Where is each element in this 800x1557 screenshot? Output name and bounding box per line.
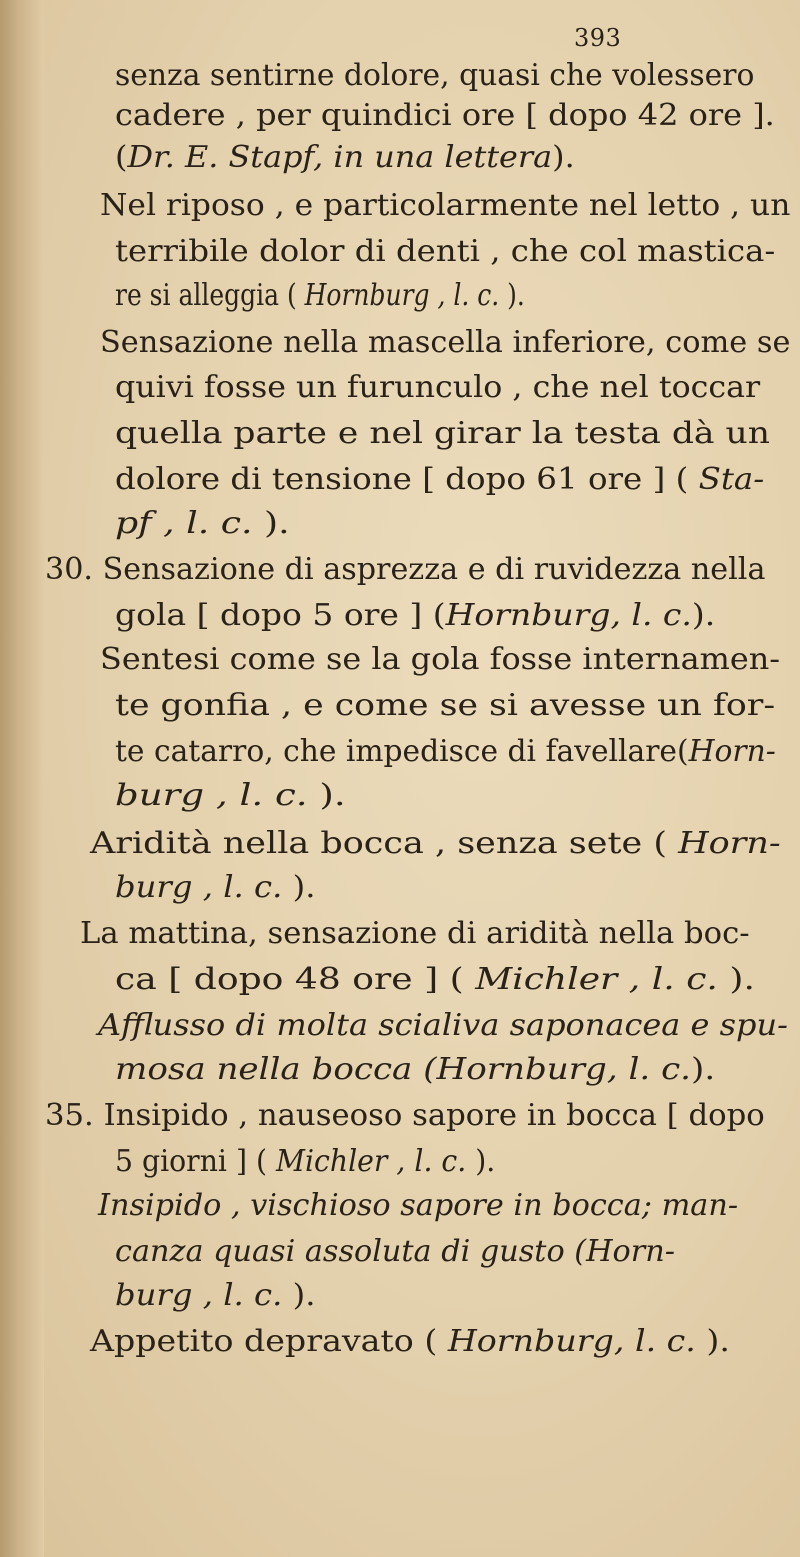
text-line: [115, 232, 775, 272]
text-run: Sensazione nella mascella inferiore, come se: [100, 325, 791, 360]
text-run: Hornburg , l. c.: [304, 278, 500, 313]
text-line: [115, 138, 575, 178]
text-run: ).: [691, 1052, 716, 1087]
text-run: ).: [691, 598, 716, 633]
text-run: Horn-: [586, 1234, 675, 1269]
text-line: [98, 1186, 738, 1226]
text-run: Horn-: [688, 734, 776, 769]
text-run: ).: [252, 506, 290, 541]
text-run: Sentesi come se la gola fosse internamen-: [100, 642, 781, 677]
text-line: [100, 186, 790, 226]
text-run: canza quasi assoluta di gusto (: [115, 1234, 587, 1269]
text-line: [115, 686, 775, 726]
text-line: [80, 914, 750, 954]
text-run: ).: [307, 778, 346, 813]
text-run: ).: [282, 1278, 316, 1313]
text-line: [115, 460, 764, 500]
text-run: 35. Insipido , nauseoso sapore in bocca [ dopo: [45, 1098, 765, 1133]
text-run: ).: [717, 962, 755, 997]
text-run: ca [ dopo 48 ore ] (: [115, 962, 476, 997]
text-line: [115, 504, 290, 544]
text-line: [90, 824, 781, 864]
text-run: Appetito depravato (: [90, 1324, 448, 1359]
text-line: [115, 1232, 675, 1272]
text-run: Afflusso di molta scialiva saponacea e spu-: [98, 1008, 788, 1043]
text-run: Aridità nella bocca , senza sete (: [90, 826, 679, 861]
text-run: re si alleggia (: [115, 278, 305, 313]
text-run: te catarro, che impedisce di favellare(: [115, 734, 689, 769]
text-run: La mattina, sensazione di aridità nella boc-: [80, 916, 750, 951]
text-line: [98, 1006, 788, 1046]
text-line: [115, 596, 715, 636]
text-run: burg , l. c.: [115, 870, 283, 905]
text-run: ).: [695, 1324, 730, 1359]
text-line: [90, 1322, 730, 1362]
text-run: Dr. E. Stapf, in una lettera: [127, 140, 553, 175]
text-line: [115, 732, 776, 772]
page-spine-shadow: [0, 0, 44, 1557]
text-run: 30. Sensazione di asprezza e di ruvidezza nella: [45, 552, 766, 587]
text-run: burg , l. c.: [115, 778, 308, 813]
text-line: [115, 960, 755, 1000]
text-run: Michler , l. c.: [276, 1144, 467, 1179]
text-line: [115, 1050, 715, 1090]
text-run: terribile dolor di denti , che col mastica-: [115, 234, 776, 269]
text-run: Nel riposo , e particolarmente nel letto , un: [100, 188, 791, 223]
text-run: Horn-: [678, 826, 781, 861]
text-run: te gonfia , e come se si avesse un for-: [115, 688, 776, 723]
text-run: Hornburg, l. c.: [436, 1052, 692, 1087]
text-run: burg , l. c.: [115, 1278, 283, 1313]
text-run: Hornburg, l. c.: [445, 598, 692, 633]
text-run: Hornburg, l. c.: [447, 1324, 696, 1359]
text-run: quivi fosse un furunculo , che nel toccar: [115, 370, 761, 405]
text-run: ).: [499, 278, 525, 313]
text-run: cadere , per quindici ore [ dopo 42 ore ].: [115, 98, 775, 133]
text-run: Insipido , vischioso sapore in bocca; man-: [98, 1188, 739, 1223]
text-line: [100, 640, 780, 680]
text-run: 5 giorni ] (: [115, 1144, 277, 1179]
text-line: [115, 96, 775, 136]
text-run: ).: [282, 870, 316, 905]
text-line: [100, 323, 790, 363]
text-run: quella parte e nel girar la testa dà un: [115, 416, 770, 451]
text-line: [45, 1096, 765, 1136]
text-run: dolore di tensione [ dopo 61 ore ] (: [115, 462, 699, 497]
text-run: Sta-: [698, 462, 765, 497]
text-line: [115, 276, 525, 316]
text-line: [115, 868, 315, 908]
text-line: [115, 414, 770, 454]
page-number: 393: [574, 24, 622, 52]
text-run: pf , l. c.: [115, 506, 253, 541]
text-run: (: [115, 140, 128, 175]
text-run: gola [ dopo 5 ore ] (: [115, 598, 446, 633]
text-line: [115, 776, 346, 816]
text-run: ).: [466, 1144, 496, 1179]
text-run: mosa nella bocca (: [115, 1052, 437, 1087]
text-line: [115, 1276, 315, 1316]
text-run: ).: [552, 140, 575, 175]
text-line: [45, 550, 765, 590]
text-run: Michler , l. c.: [475, 962, 718, 997]
text-line: [115, 1142, 495, 1182]
text-run: senza sentirne dolore, quasi che volessero: [115, 58, 755, 93]
text-line: [115, 56, 754, 96]
text-line: [115, 368, 760, 408]
